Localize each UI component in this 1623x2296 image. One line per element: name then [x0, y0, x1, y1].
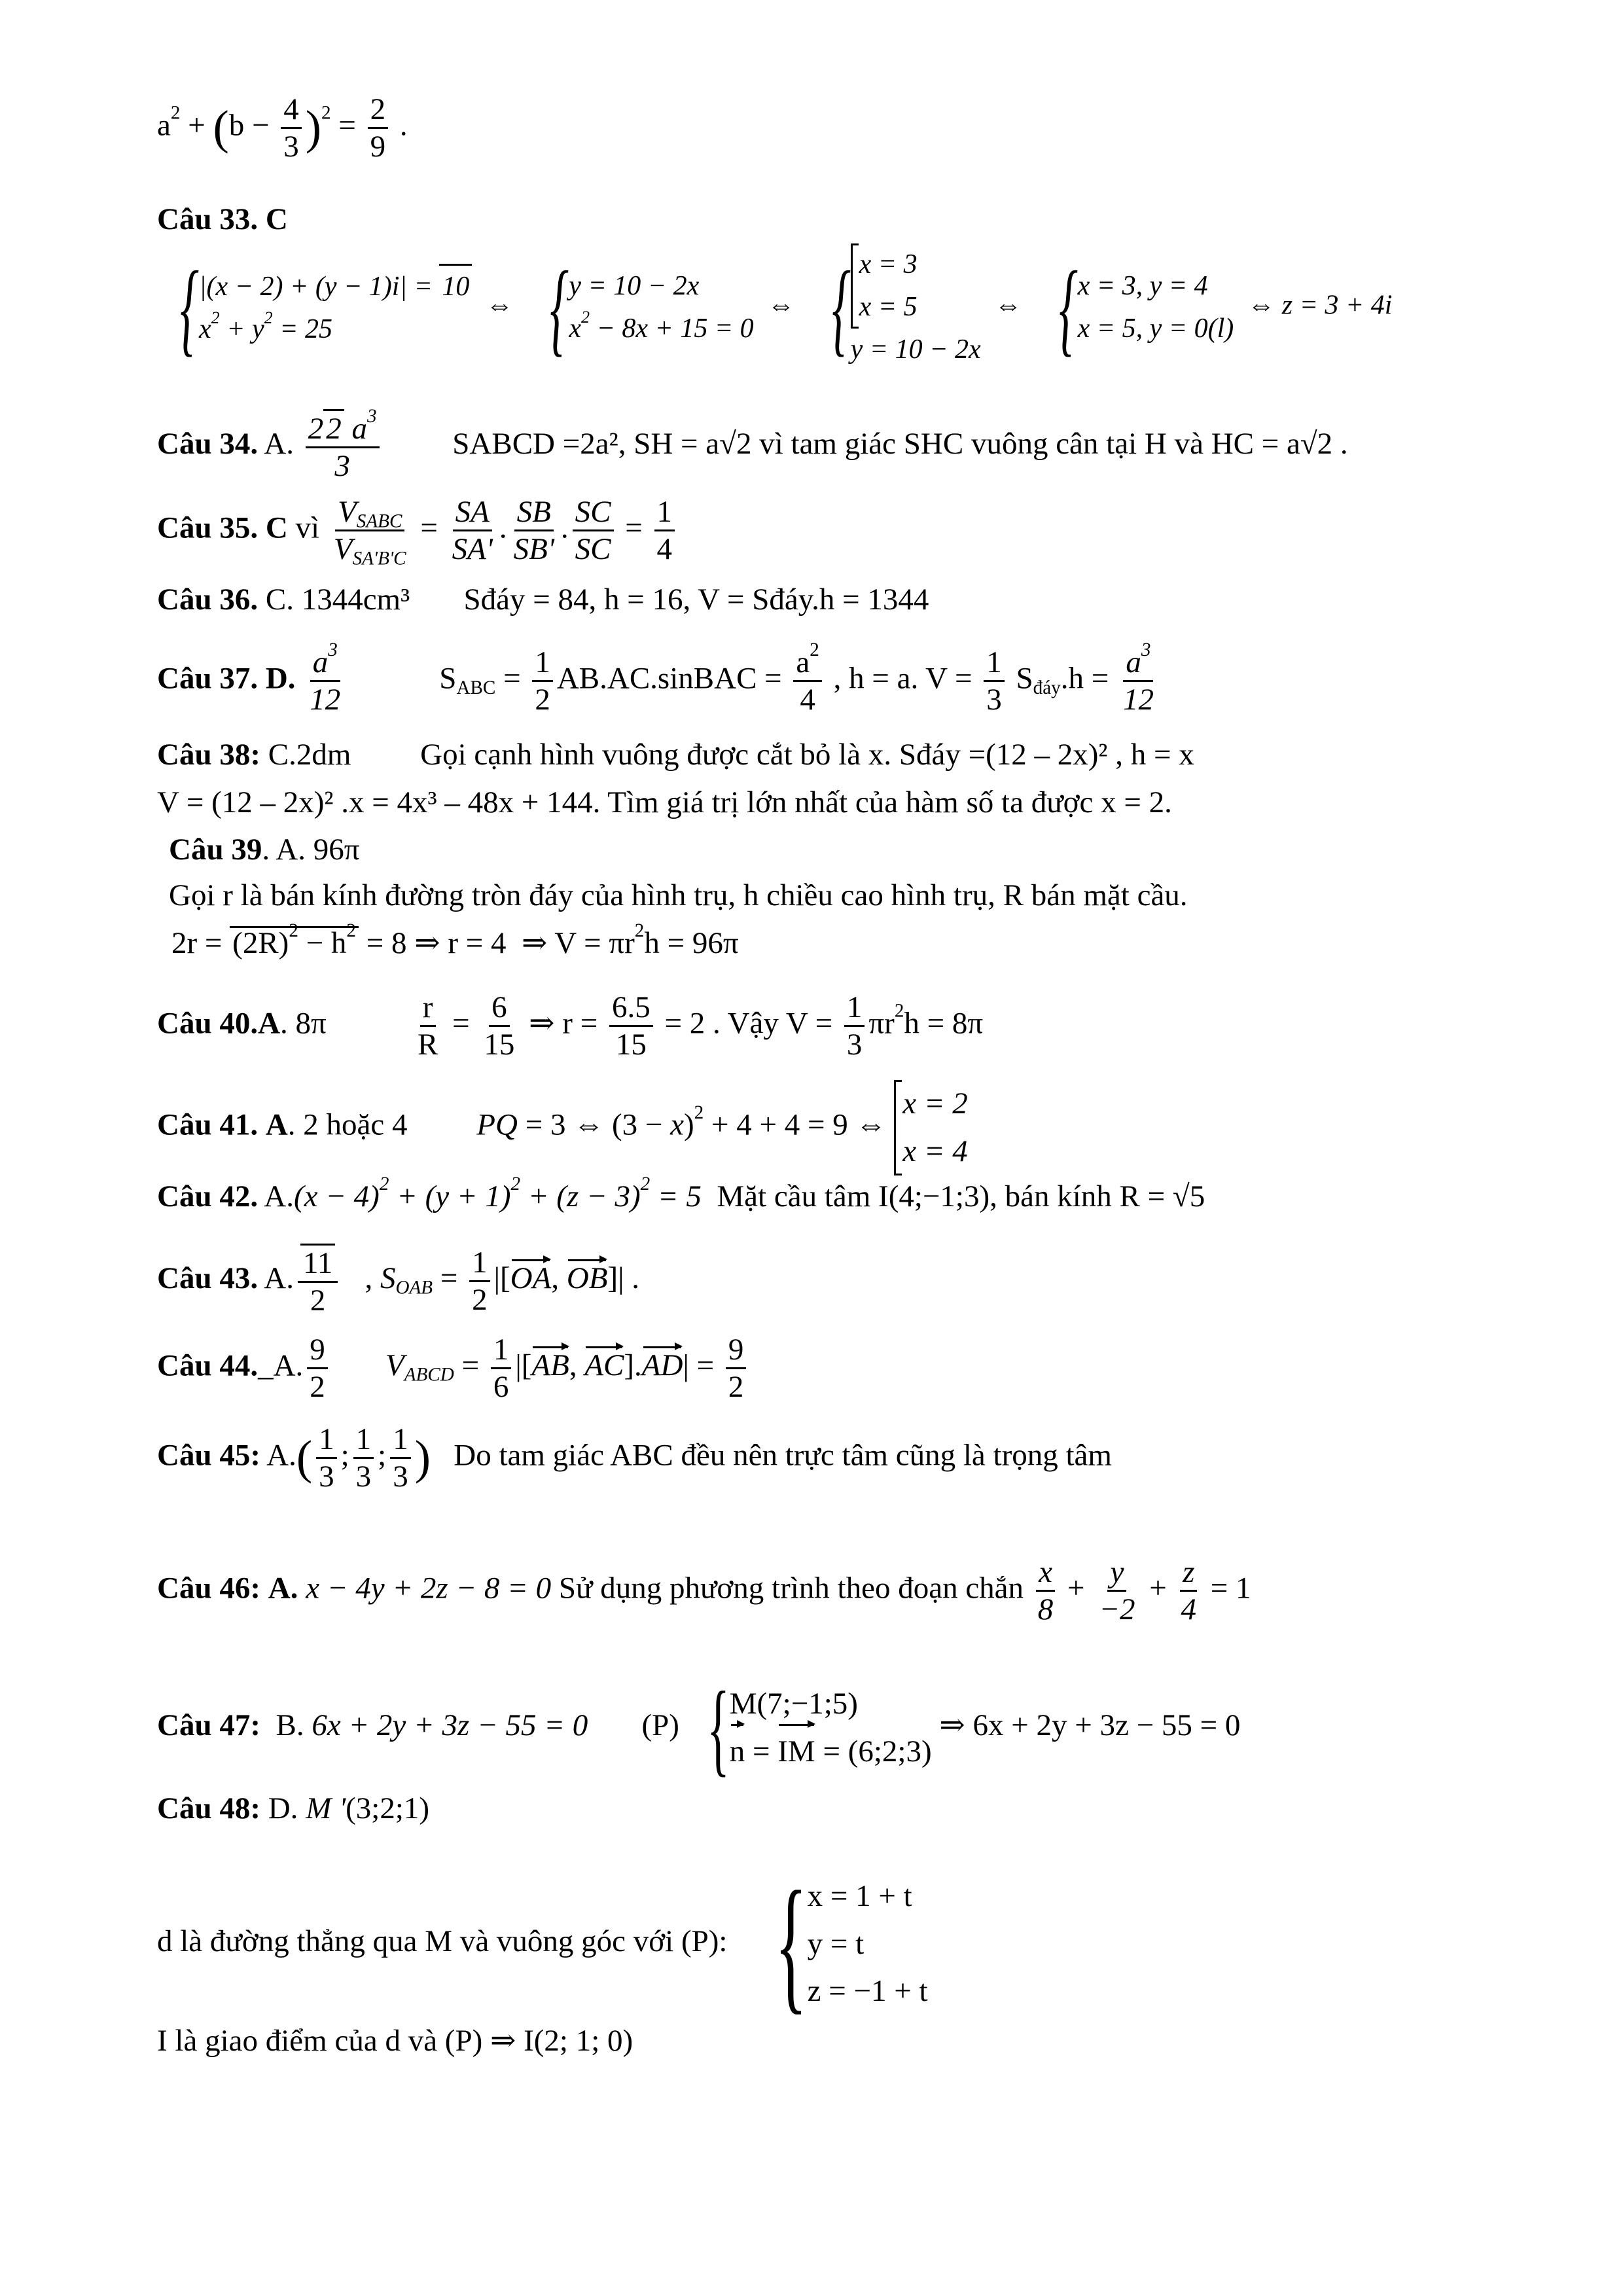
q48-line2: d là đường thẳng qua M và vuông góc với (P): { x = 1 + t y = t z = −1 + t	[157, 1860, 928, 2027]
q43: Câu 43. A. $\frac{11}{2}$ , $S_{OAB}$ = $\frac{1}{2}$ |[OA, OB]| .	[157, 1244, 639, 1318]
q38-line2: V = (12 – 2x)² .x = 4x³ – 48x + 144. Tìm giá trị lớn nhất của hàm số ta được x = 2.	[157, 785, 1172, 819]
q37: Câu 37. D. $\frac{a^3}{12}$ $S_{ABC}$ = $\frac{1}{2}$ AB.AC.sinBAC = $\frac{a^2}{4}$ , h = a. V = $\frac{1}{3}$ $S_{đáy}.h$ = $\frac{a^3}{12}$	[157, 639, 1154, 717]
q44: Câu 44._A. $\frac{9}{2}$ $V_{ABCD}$ = $\frac{1}{6}$ |[AB, AC].AD| = $\frac{9}{2}$	[157, 1332, 750, 1405]
q47: Câu 47: B. 6x + 2y + 3z − 55 = 0 (P) { M(7;−1;5) n = IM = (6;2;3) ⇒ 6x + 2y + 3z − 55 = 0	[157, 1670, 1241, 1786]
q45: Câu 45: A.( $\frac{1}{3}$ ; $\frac{1}{3}$ ; $\frac{1}{3}$ ) Do tam giác ABC đều nên trực tâm cũng là trọng tâm	[157, 1422, 1112, 1494]
q39-line2: Gọi r là bán kính đường tròn đáy của hình trụ, h chiều cao hình trụ, R bán mặt cầu.	[169, 878, 1188, 912]
q39-formula: $2r = (2R)^2 - h^2 = 8$ ⇒ r = 4 ⇒ $V = \pi r^2h = 96\pi$	[171, 920, 739, 960]
top-equation: $a^2 + (b$ − $\frac{4}{3}$ )$^2$ = $\frac{2}{9}$ .	[157, 92, 408, 164]
q39: Câu 39. A. 96π	[169, 833, 360, 867]
q41: Câu 41. A. 2 hoặc 4 PQ = 3 ⇔ $(3 - x)^2 + 4 + 4 = 9$ ⇔ x = 2 x = 4	[157, 1080, 968, 1175]
q48-line3: I là giao điểm của d và (P) ⇒ I(2; 1; 0)	[157, 2024, 633, 2058]
q35: Câu 35. C vì $\frac{V_{SABC}}{V_{SA'B'C}}$ = $\frac{SA}{SA'}$ . $\frac{SB}{SB'}$ . $\frac{SC}{SC}$ = $\frac{1}{4}$	[157, 494, 679, 567]
q34: Câu 34. A. $\frac{22 a^3}{3}$ SABCD =2a², SH = a√2 vì tam giác SHC vuông cân tại H và HC = a√2 .	[157, 406, 1348, 484]
q33-working: { |(x − 2) + (y − 1)i| = 10 $x^2 + y^2 = 25$ ⇔ { y = 10 − 2x $x^2 - 8x + 15 = 0$ ⇔ { x = 3 x = 5 y = 10 − 2x ⇔ { x = 3, y = 4 x = 5, y = 0(l) ⇔ z = 3 + 4i	[157, 243, 1392, 371]
q42: Câu 42. $A.(x - 4)^2 + (y + 1)^2 + (z - 3)^2 = 5$ Mặt cầu tâm I(4;−1;3), bán kính R = √5	[157, 1174, 1205, 1213]
q36: Câu 36. C. 1344cm³ Sđáy = 84, h = 16, V = Sđáy.h = 1344	[157, 583, 929, 617]
q46: Câu 46: A. x − 4y + 2z − 8 = 0 Sử dụng phương trình theo đoạn chắn $\frac{x}{8}$ + $\frac{y}{-2}$ + $\frac{z}{4}$ = 1	[157, 1555, 1251, 1627]
q33-header: Câu 33. C	[157, 202, 288, 236]
q38: Câu 38: C.2dm Gọi cạnh hình vuông được cắt bỏ là x. Sđáy =(12 – 2x)² , h = x	[157, 738, 1194, 772]
q48: Câu 48: D. M '(3;2;1)	[157, 1791, 430, 1825]
q40: Câu 40.A. 8π $\frac{r}{R}$ = $\frac{6}{15}$ ⇒ r = $\frac{6.5}{15}$ = 2 . Vậy V = $\frac{1}{3}$ $\pi r^2h = 8\pi$	[157, 990, 984, 1062]
